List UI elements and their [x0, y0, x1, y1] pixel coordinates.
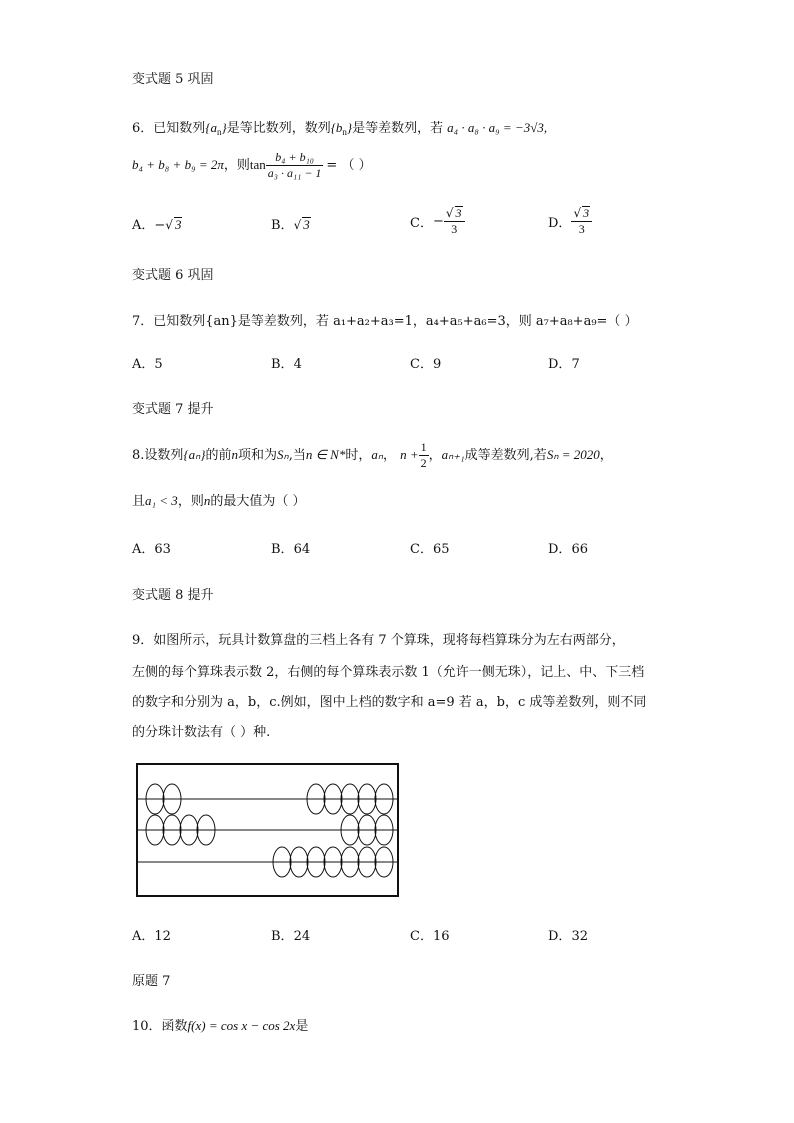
question-7-text: 7．已知数列{an}是等差数列，若 a₁+a₂+a₃=1，a₄+a₅+a₆=3，则 a₇+a₈+a₉=（ ）	[132, 314, 638, 329]
q8-option-d: D．66	[548, 542, 588, 557]
q6-fraction	[266, 150, 324, 181]
q9-option-d: D．32	[548, 929, 588, 944]
question-6-line-1	[132, 117, 547, 137]
q6-fraction-denominator: a₃ · a₁₁ − 1	[267, 166, 322, 180]
q6-text-1: 是等比数列，数列	[226, 121, 331, 136]
q6-text-3: ，则	[223, 158, 250, 173]
q9-option-b: B．24	[271, 929, 311, 944]
q6-condition-2: b₄ + b₈ + b₉ = 2π	[132, 157, 224, 172]
question-9-line-4: 的分珠计数法有（ ）种.	[132, 725, 271, 740]
question-8-line-2: 且a₁ < 3，则n的最大值为（ ）	[132, 493, 306, 509]
q7-option-a: A．5	[132, 357, 163, 372]
q9-option-a: A．12	[132, 929, 171, 944]
section-heading-original-7: 原题 7	[132, 974, 171, 989]
q6-text-4: = （ ）	[326, 158, 372, 173]
q6-seq-a: $\{a_n\}$	[205, 120, 227, 137]
section-heading-7: 变式题 7 提升	[132, 402, 214, 417]
q6-option-a: A．−√ 3	[132, 217, 182, 233]
q7-option-c: C．9	[410, 357, 442, 372]
q8-option-b: B．64	[271, 542, 311, 557]
section-heading-6: 变式题 6 巩固	[132, 268, 214, 283]
q6-condition-1: a₄ · a₈ · a₉ = −3√3,	[447, 120, 548, 135]
q6-fraction-numerator: b₄ + b₁₀	[266, 150, 324, 166]
q6-text-2: 是等差数列，若	[352, 121, 444, 136]
q6-seq-b: $\{b_n\}$	[330, 120, 353, 137]
question-9-line-3: 的数字和分别为 a，b，c.例如，图中上档的数字和 a=9 若 a，b，c 成等差数列，则不同	[132, 695, 647, 710]
q6-option-c: C．− $\frac{√ 3}{3}$	[410, 206, 465, 237]
question-9-line-2: 左侧的每个算珠表示数 2，右侧的每个算珠表示数 1（允许一侧无珠），记上、中、下三档	[132, 665, 645, 680]
q6-option-d: D． $\frac{√ 3}{3}$	[548, 206, 592, 237]
q8-option-c: C．65	[410, 542, 450, 557]
q6-number: 6．已知数列	[132, 121, 206, 136]
q9-option-c: C．16	[410, 929, 450, 944]
question-9-line-1: 9．如图所示，玩具计数算盘的三档上各有 7 个算珠，现将每档算珠分为左右两部分，	[132, 633, 625, 648]
section-heading-5: 变式题 5 巩固	[132, 72, 214, 87]
question-8-line-1: 8.设数列{aₙ}的前n项和为Sₙ,当n ∈ N*时，aₙ， n + $\frac{1}{2}$ ，aₙ₊₁成等差数列,若Sₙ = 2020，	[132, 440, 613, 470]
question-10-line: 10．函数f(x) = cos x − cos 2x是	[132, 1018, 309, 1034]
abacus-figure	[136, 763, 400, 897]
section-heading-8: 变式题 8 提升	[132, 588, 214, 603]
q6-tan: tan	[249, 157, 266, 172]
q8-half-fraction: $\frac{1}{2}$	[420, 440, 427, 470]
q7-option-b: B．4	[271, 357, 302, 372]
question-6-line-2	[132, 150, 372, 181]
q6-option-b: B．√ 3	[271, 217, 310, 233]
q10-function: f(x) = cos x − cos 2x	[187, 1018, 296, 1033]
q8-option-a: A．63	[132, 542, 171, 557]
q7-option-d: D．7	[548, 357, 580, 372]
